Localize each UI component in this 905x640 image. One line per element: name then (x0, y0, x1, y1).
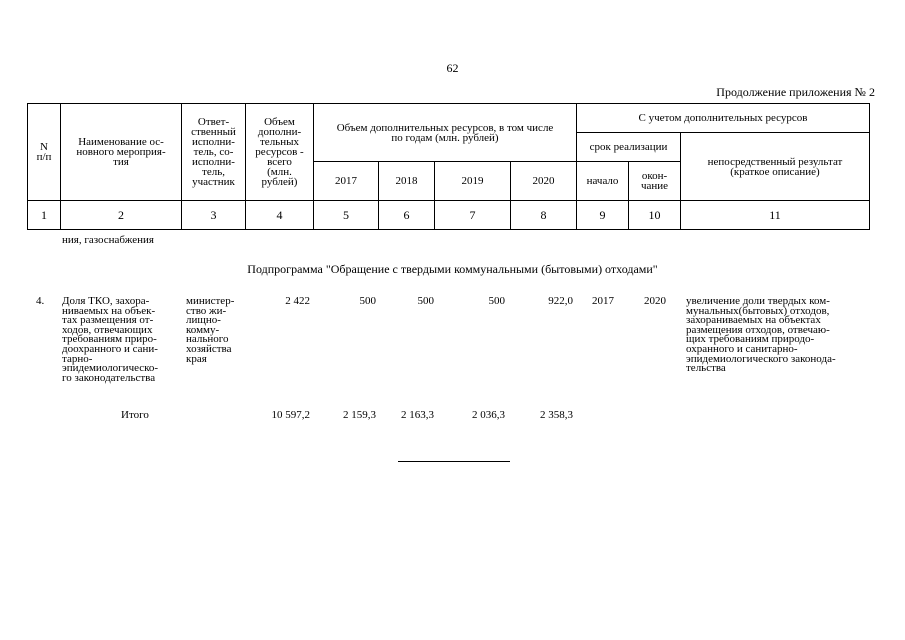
header-responsible-line: ственный (191, 126, 236, 138)
col-number: 2 (61, 201, 182, 230)
header-volume-line: всего (267, 156, 292, 168)
header-result-line: непосредственный результат (707, 155, 843, 168)
row-name (62, 297, 179, 383)
header-responsible-line: участник (192, 176, 235, 188)
col-number: 11 (681, 201, 870, 230)
totals-total: 10 597,2 (271, 409, 310, 421)
row-name-line: требованиям приро- (62, 333, 157, 346)
header-year-2020: 2020 (511, 162, 577, 201)
header-volume-by-year-line: по годам (млн. рублей) (391, 131, 499, 144)
continuation-label: Продолжение приложения № 2 (716, 85, 875, 99)
header-responsible-line: Ответ- (197, 116, 230, 128)
header-volume-line: Объем (264, 116, 295, 128)
header-term: срок реализации (577, 133, 681, 162)
col-number: 4 (246, 201, 314, 230)
row-name-line: тарно- (62, 352, 93, 365)
header-num-line: п/п (36, 151, 52, 163)
header-responsible-line: тель, (202, 166, 225, 178)
header-volume-line: ресурсов - (255, 146, 304, 158)
header-start: начало (577, 162, 629, 201)
row-2020: 922,0 (548, 295, 573, 307)
header-num-line: N (40, 141, 48, 153)
totals-2018: 2 163,3 (401, 409, 434, 421)
header-year-2019: 2019 (435, 162, 511, 201)
col-number: 3 (182, 201, 246, 230)
totals-2019: 2 036,3 (472, 409, 505, 421)
col-number: 10 (629, 201, 681, 230)
row-result-line: захораниваемых на объектах (686, 314, 821, 327)
row-2018: 500 (417, 295, 434, 307)
row-name-line: эпидемиологическо- (62, 362, 159, 375)
row-end: 2020 (644, 295, 666, 307)
row-responsible-line: края (186, 352, 207, 365)
col-number: 5 (314, 201, 379, 230)
header-with-resources: С учетом дополнительных ресурсов (577, 104, 870, 133)
header-result (681, 133, 870, 201)
header-volume-by-year-line: Объем дополнительных ресурсов, в том числе (336, 121, 554, 134)
header-volume (246, 104, 314, 201)
header-end (629, 162, 681, 201)
carryover-fragment: ния, газоснабжения (62, 234, 154, 246)
row-name-line: ходов, отвечающих (62, 323, 153, 336)
row-result-line: щих требованиям природо- (686, 333, 815, 346)
totals-label: Итого (121, 409, 149, 421)
header-end-line: окон- (641, 170, 668, 182)
header-volume-by-year (314, 104, 577, 162)
col-number: 9 (577, 201, 629, 230)
end-of-document-line (398, 461, 510, 462)
row-result-line: мунальных(бытовых) отходов, (686, 304, 830, 317)
row-result-line: тельства (686, 362, 726, 375)
row-result-line: увеличение доли твердых ком- (686, 295, 830, 307)
header-volume-line: (млн. (267, 166, 292, 178)
row-name-line: тах размещения от- (62, 314, 154, 327)
row-2019: 500 (488, 295, 505, 307)
table-header (27, 103, 870, 230)
row-start: 2017 (592, 295, 614, 307)
col-number: 6 (379, 201, 435, 230)
row-2017: 500 (359, 295, 376, 307)
header-volume-line: дополни- (257, 126, 302, 138)
row-name-line: Доля ТКО, захора- (62, 295, 150, 307)
row-result-line: охранного и санитарно- (686, 342, 798, 355)
page-number: 62 (446, 61, 459, 75)
header-year-2018: 2018 (379, 162, 435, 201)
row-responsible-line: комму- (186, 323, 220, 336)
row-responsible-line: хозяйства (186, 342, 232, 355)
row-responsible (186, 297, 246, 364)
totals-2017: 2 159,3 (343, 409, 376, 421)
header-responsible-line: исполни- (192, 156, 235, 168)
header-responsible-line: тель, со- (193, 146, 234, 158)
row-result (686, 297, 866, 374)
header-volume-line: тельных (260, 136, 299, 148)
row-responsible-line: нального (186, 333, 229, 346)
subprogram-heading: Подпрограмма "Обращение с твердыми коммунальными (бытовыми) отходами" (247, 262, 658, 276)
row-number: 4. (36, 295, 45, 307)
col-number: 8 (511, 201, 577, 230)
header-end-line: чание (640, 180, 669, 192)
row-name-line: доохранного и сани- (62, 342, 158, 355)
header-result-line: (краткое описание) (730, 165, 820, 178)
row-name-line: ниваемых на объек- (62, 304, 156, 317)
row-result-line: размещения отходов, отвечаю- (686, 323, 830, 336)
totals-2020: 2 358,3 (540, 409, 573, 421)
row-responsible-line: ство жи- (186, 304, 227, 317)
row-responsible-line: лищно- (186, 314, 221, 327)
header-name-line: Наименование ос- (78, 136, 164, 148)
header-num (28, 104, 61, 201)
header-name-line: новного мероприя- (76, 146, 166, 158)
row-responsible-line: министер- (186, 295, 235, 307)
header-responsible-line: исполни- (192, 136, 235, 148)
col-number: 7 (435, 201, 511, 230)
header-responsible (182, 104, 246, 201)
header-name (61, 104, 182, 201)
header-name-line: тия (113, 156, 129, 168)
header-year-2017: 2017 (314, 162, 379, 201)
row-result-line: эпидемиологического законода- (686, 352, 836, 365)
row-name-line: го законодательства (62, 371, 156, 384)
col-number: 1 (28, 201, 61, 230)
row-total: 2 422 (285, 295, 310, 307)
header-volume-line: рублей) (261, 176, 298, 188)
